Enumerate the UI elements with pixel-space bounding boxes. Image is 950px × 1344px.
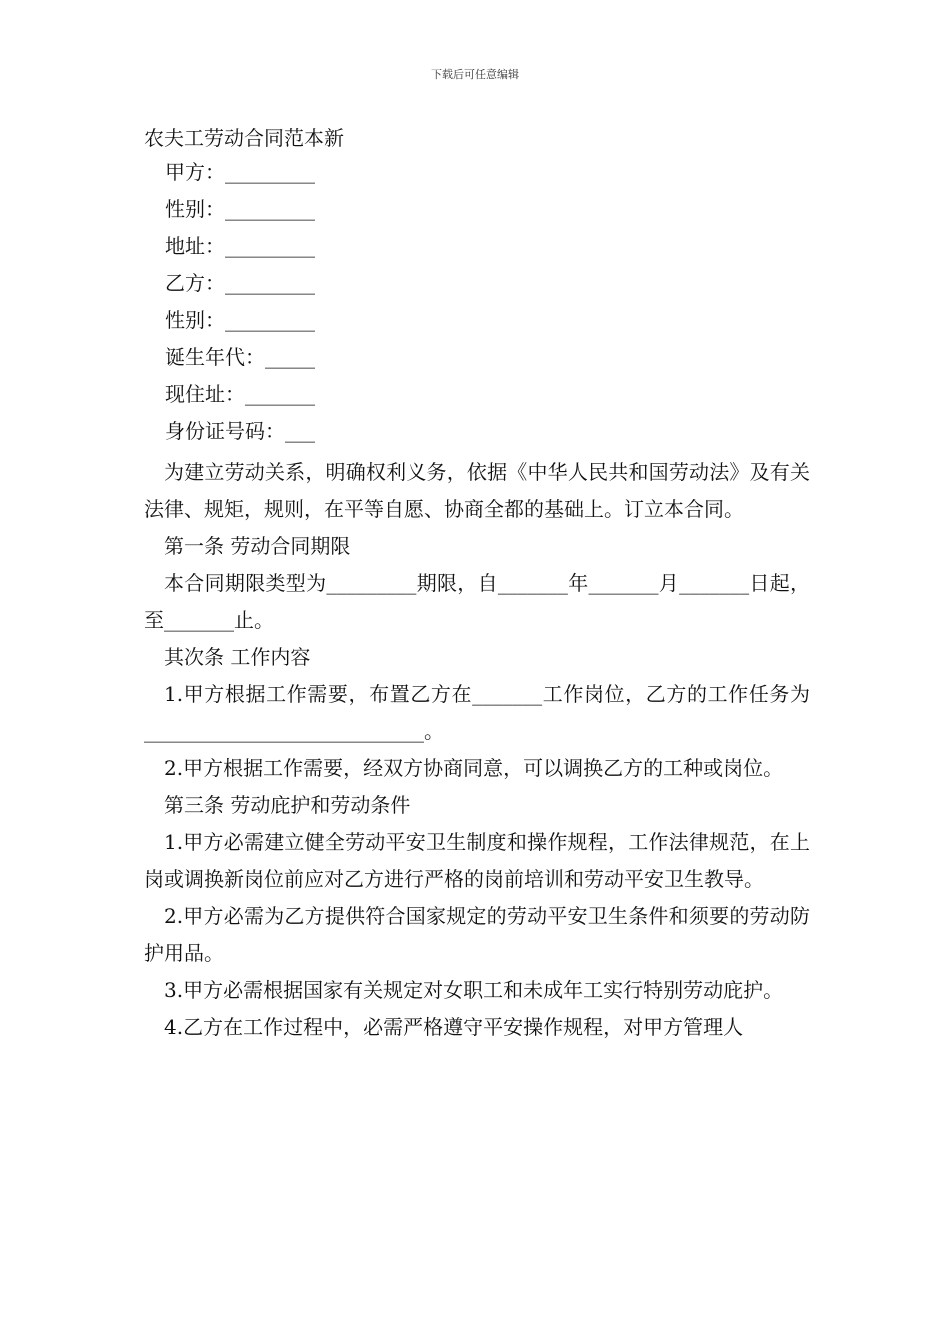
id-number-field: 身份证号码：___: [165, 419, 315, 443]
party-a-address-field: 地址：_________: [165, 234, 315, 258]
birth-year-field: 诞生年代：_____: [165, 345, 315, 369]
article-3-item-1: 1.甲方必需建立健全劳动平安卫生制度和操作规程，工作法律规范，在上岗或调换新岗位前应对乙方进行严格的岗前培训和劳动平安卫生教导。: [144, 830, 810, 891]
intro-paragraph: 为建立劳动关系，明确权利义务，依据《中华人民共和国劳动法》及有关法律、规矩，规则，在平等自愿、协商全都的基础上。订立本合同。: [144, 460, 810, 521]
article-3-item-2: 2.甲方必需为乙方提供符合国家规定的劳动平安卫生条件和须要的劳动防护用品。: [144, 904, 810, 965]
article-3-item-3: 3.甲方必需根据国家有关规定对女职工和未成年工实行特别劳动庇护。: [164, 978, 784, 1002]
document-title: 农夫工劳动合同范本新: [144, 126, 344, 150]
current-address-field: 现住址：_______: [165, 382, 315, 406]
party-a-field: 甲方：_________: [165, 160, 315, 184]
party-a-gender-field: 性别：_________: [165, 197, 315, 221]
article-2-item-1: 1.甲方根据工作需要，布置乙方在_______工作岗位，乙方的工作任务为____________________________。: [144, 682, 810, 743]
contract-body: [144, 454, 810, 1046]
article-1-heading: 第一条 劳动合同期限: [164, 534, 351, 558]
article-2-heading: 其次条 工作内容: [164, 645, 311, 669]
party-b-field: 乙方：_________: [165, 271, 315, 295]
article-2-item-2: 2.甲方根据工作需要，经双方协商同意，可以调换乙方的工种或岗位。: [164, 756, 784, 780]
party-info-fields: [165, 158, 315, 454]
article-3-item-4: 4.乙方在工作过程中，必需严格遵守平安操作规程，对甲方管理人: [164, 1015, 744, 1039]
page-header-note: 下载后可任意编辑: [431, 68, 519, 81]
party-b-gender-field: 性别：_________: [165, 308, 315, 332]
article-3-heading: 第三条 劳动庇护和劳动条件: [164, 793, 411, 817]
article-1-paragraph: 本合同期限类型为_________期限，自_______年_______月_______日起，至_______止。: [144, 571, 810, 632]
